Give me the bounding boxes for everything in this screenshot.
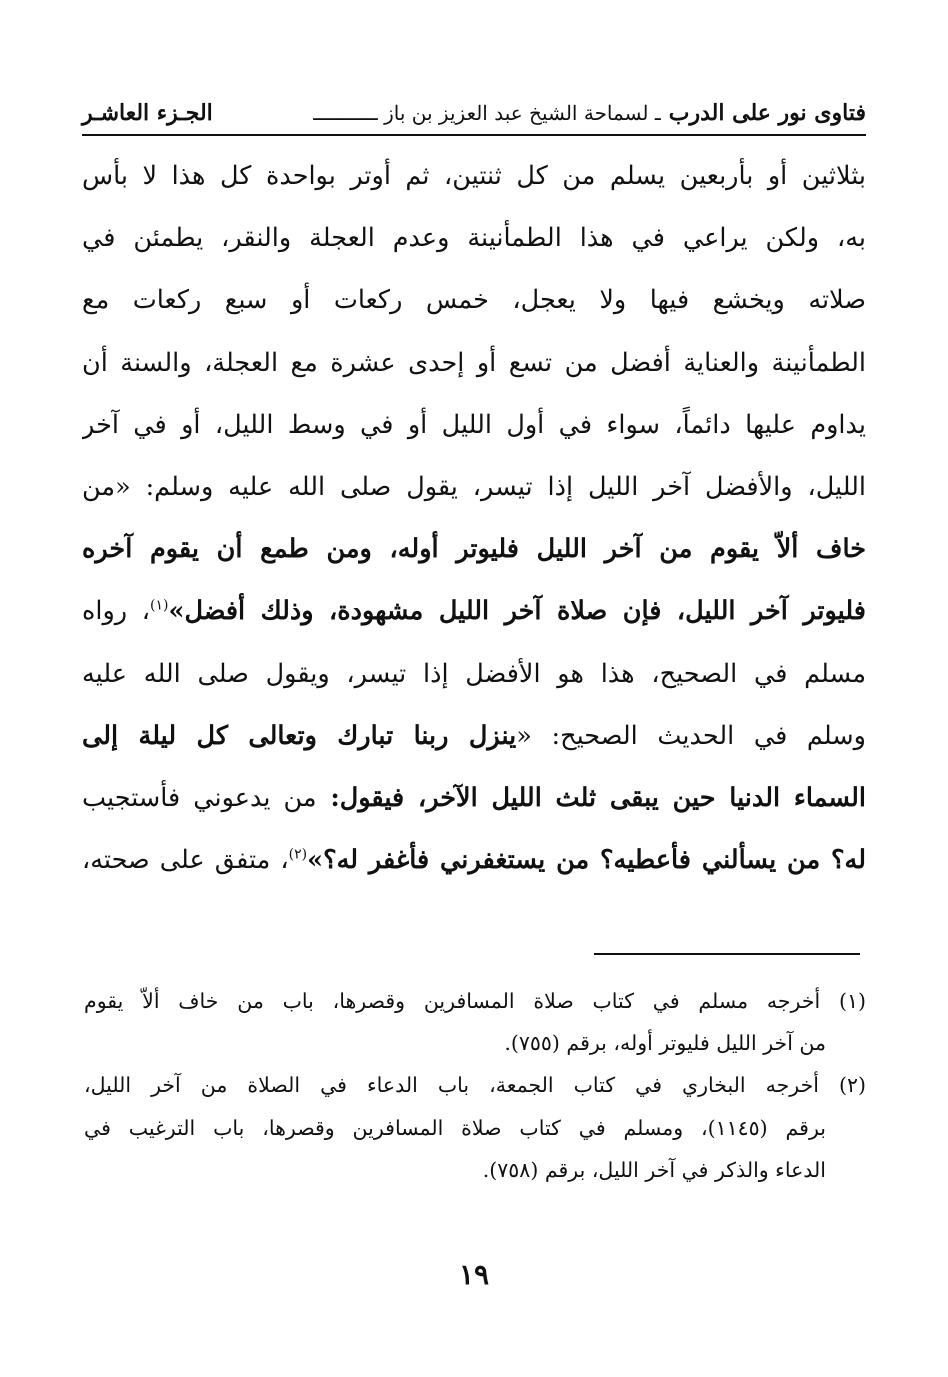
body-line [82,580,866,642]
body-line [82,705,866,767]
body-line [82,145,866,207]
body-text [82,145,866,891]
body-text-run: مسلم في الصحيح، هذا هو الأفضل إذا تيسر، ويقول صلى الله عليه [82,658,866,689]
body-text-run: الليل، والأفضل آخر الليل إذا تيسر، يقول صلى الله عليه وسلم: «من [82,471,866,502]
footnote-line: (١) أخرجه مسلم في كتاب صلاة المسافرين وقصرها، باب من خاف ألاّ يقوم [84,989,866,1013]
body-text-run: يداوم عليها دائماً، سواء في أول الليل أو في وسط الليل، أو في آخر [82,409,866,440]
hadith-text: فليوتر آخر الليل، فإن صلاة آخر الليل مشهودة، وذلك أفضل» [168,596,866,627]
body-line [82,767,866,829]
body-text-run: وسلم في الحديث الصحيح: « [516,720,866,751]
running-header [82,92,866,136]
body-line [82,269,866,331]
body-text-run: الطمأنينة والعناية أفضل من تسع أو إحدى عشرة مع العجلة، والسنة أن [82,347,866,378]
body-text-run: من يدعوني فأستجيب [82,782,317,813]
book-title: فتاوى نور على الدرب [668,100,866,126]
body-text-run: ، متفق على صحته، [82,845,289,876]
body-text-run: صلاته ويخشع فيها ولا يعجل، خمس ركعات أو سبع ركعات مع [82,285,866,316]
body-line [82,394,866,456]
footnote-line: الدعاء والذكر في آخر الليل، برقم (٧٥٨). [482,1157,826,1182]
page-number: ١٩ [458,1258,490,1291]
body-line [82,643,866,705]
body-line [82,829,866,891]
header-title-group [313,100,866,126]
footnotes [84,980,866,1191]
hadith-text: السماء الدنيا حين يبقى ثلث الليل الآخر، فيقول: [316,782,866,813]
volume-label: الجـزء العاشـر [82,100,213,126]
body-line [82,332,866,394]
footnote-divider [594,953,860,955]
footnote-line: (٢) أخرجه البخاري في كتاب الجمعة، باب الدعاء في الصلاة من آخر الليل، [84,1073,866,1098]
body-line [82,518,866,580]
body-text-run: ، رواه [82,596,151,627]
body-text-run: به، ولكن يراعي في هذا الطمأنينة وعدم العجلة والنقر، يطمئن في [82,223,866,254]
footnote-line: برقم (١١٤٥)، ومسلم في كتاب صلاة المسافرين وقصرها، باب الترغيب في [84,1115,826,1140]
body-line [82,207,866,269]
hadith-text: ينزل ربنا تبارك وتعالى كل ليلة إلى [82,720,517,751]
author-line: ـ لسماحة الشيخ عبد العزيز بن باز ـــــــــــ [313,101,661,125]
footnote-reference: (١) [150,597,169,614]
hadith-text: له؟ من يسألني فأعطيه؟ من يستغفرني فأغفر له؟» [307,845,866,876]
footnote-reference: (٢) [288,846,308,863]
body-text-run: بثلاثين أو بأربعين يسلم من كل ثنتين، ثم أوتر بواحدة كل هذا لا بأس [82,161,866,191]
body-line [82,456,866,518]
footnote-line: من آخر الليل فليوتر أوله، برقم (٧٥٥). [504,1031,826,1056]
hadith-text: خاف ألاّ يقوم من آخر الليل فليوتر أوله، ومن طمع أن يقوم آخره [82,534,866,565]
